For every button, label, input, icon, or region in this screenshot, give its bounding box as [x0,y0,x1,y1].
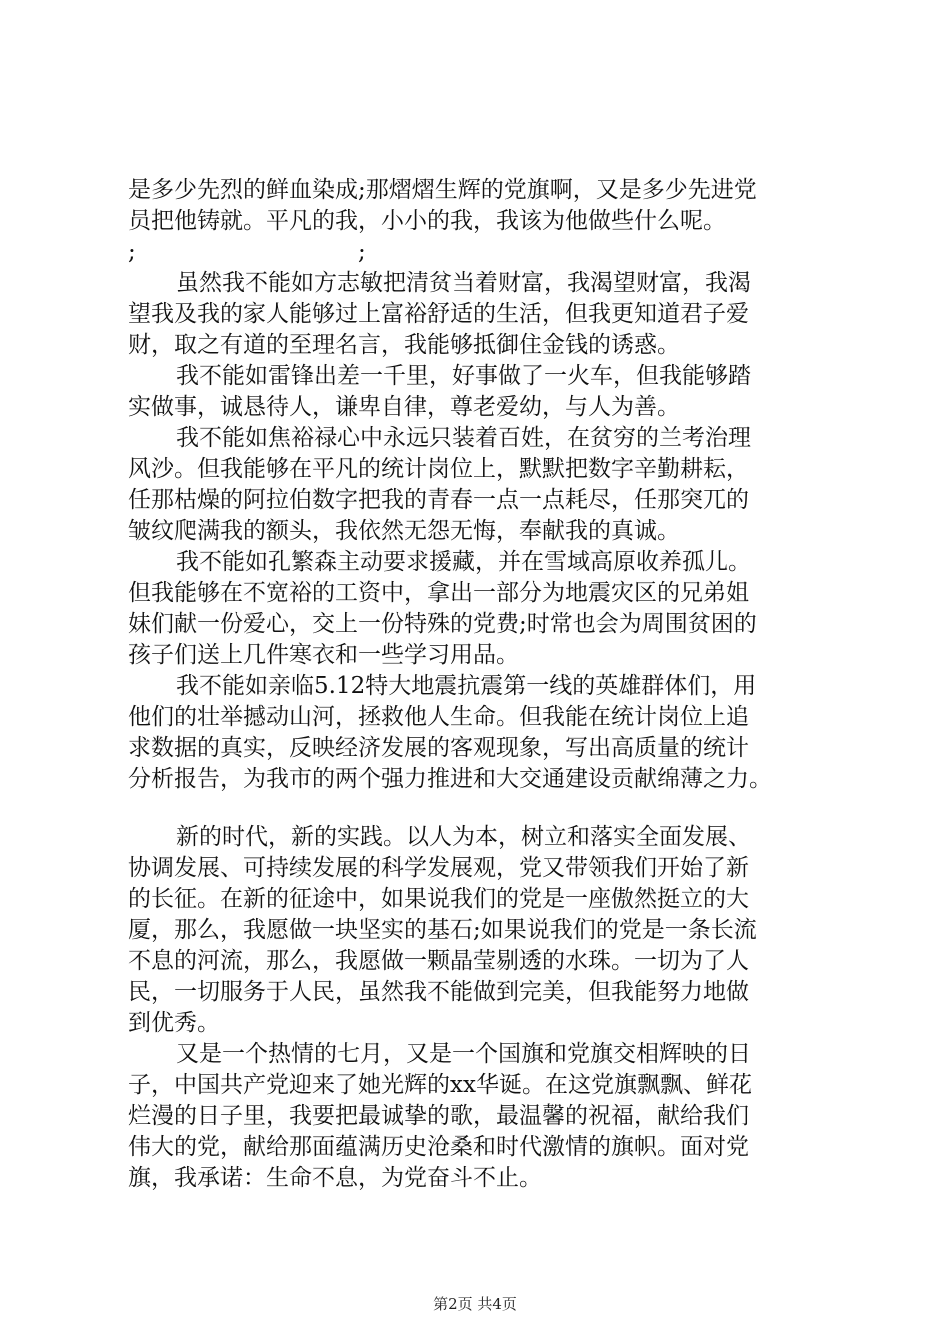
text-line: 烂漫的日子里，我要把最诚挚的歌，最温馨的祝福，献给我们 [128,1103,749,1129]
text-line: 到优秀。 [128,1010,220,1036]
paragraph [128,361,840,423]
paragraph [128,671,840,795]
text-line: 员把他铸就。平凡的我，小小的我，我该为他做些什么呢。 [128,208,726,234]
text-line: 风沙。但我能够在平凡的统计岗位上，默默把数字辛勤耕耘， [128,456,749,482]
text-line: 财，取之有道的至理名言，我能够抵御住金钱的诱惑。 [128,332,680,358]
text-line: 孩子们送上几件寒衣和一些学习用品。 [128,642,519,668]
text-line: 协调发展、可持续发展的科学发展观，党又带领我们开始了新 [128,855,749,881]
paragraph [128,822,840,1039]
text-line: 旗，我承诺：生命不息，为党奋斗不止。 [128,1165,542,1191]
stray-semicolons [128,237,840,268]
body-text [128,175,840,1194]
text-line: 又是一个热情的七月，又是一个国旗和党旗交相辉映的日 [176,1041,751,1067]
text-line: 任那枯燥的阿拉伯数字把我的青春一点一点耗尽，任那突兀的 [128,487,749,513]
text-line: 是多少先烈的鲜血染成;那熠熠生辉的党旗啊，又是多少先进党 [128,177,757,203]
text-line: 厦，那么，我愿做一块坚实的基石;如果说我们的党是一条长流 [128,917,757,943]
semicolon-mark: ; [128,239,136,265]
paragraph [128,268,840,361]
text-line: 望我及我的家人能够过上富裕舒适的生活，但我更知道君子爱 [128,301,749,327]
text-line: 分析报告，为我市的两个强力推进和大交通建设贡献绵薄之力。 [128,766,772,792]
text-line: 皱纹爬满我的额头，我依然无怨无悔，奉献我的真诚。 [128,518,680,544]
text-line: 妹们献一份爱心，交上一份特殊的党费;时常也会为周围贫困的 [128,611,757,637]
text-line: 子，中国共产党迎来了她光辉的xx华诞。在这党旗飘飘、鲜花 [128,1072,752,1098]
text-line: 的长征。在新的征途中，如果说我们的党是一座傲然挺立的大 [128,886,749,912]
text-line: 新的时代，新的实践。以人为本，树立和落实全面发展、 [176,824,751,850]
text-line: 我不能如孔繁森主动要求援藏，并在雪域高原收养孤儿。 [176,549,751,575]
page-footer: 第2页 共4页 [433,1295,517,1313]
text-line: 我不能如雷锋出差一千里，好事做了一火车，但我能够踏 [176,363,751,389]
paragraph [128,547,840,671]
text-line: 虽然我不能如方志敏把清贫当着财富，我渴望财富，我渴 [176,270,751,296]
text-line: 实做事，诚恳待人，谦卑自律，尊老爱幼，与人为善。 [128,394,680,420]
text-line: 但我能够在不宽裕的工资中，拿出一部分为地震灾区的兄弟姐 [128,580,749,606]
text-line: 伟大的党，献给那面蕴满历史沧桑和时代激情的旗帜。面对党 [128,1134,749,1160]
paragraph [128,1039,840,1194]
paragraph-gap [128,795,840,822]
text-line: 民，一切服务于人民，虽然我不能做到完美，但我能努力地做 [128,979,749,1005]
text-line: 求数据的真实，反映经济发展的客观现象，写出高质量的统计 [128,735,749,761]
text-line: 不息的河流，那么，我愿做一颗晶莹剔透的水珠。一切为了人 [128,948,749,974]
paragraph [128,423,840,547]
semicolon-mark: ; [358,239,366,265]
text-line: 我不能如焦裕禄心中永远只装着百姓，在贫穷的兰考治理 [176,425,751,451]
text-line: 我不能如亲临5.12特大地震抗震第一线的英雄群体们，用 [176,673,757,699]
paragraph [128,175,840,237]
text-line: 他们的壮举撼动山河，拯救他人生命。但我能在统计岗位上追 [128,704,749,730]
